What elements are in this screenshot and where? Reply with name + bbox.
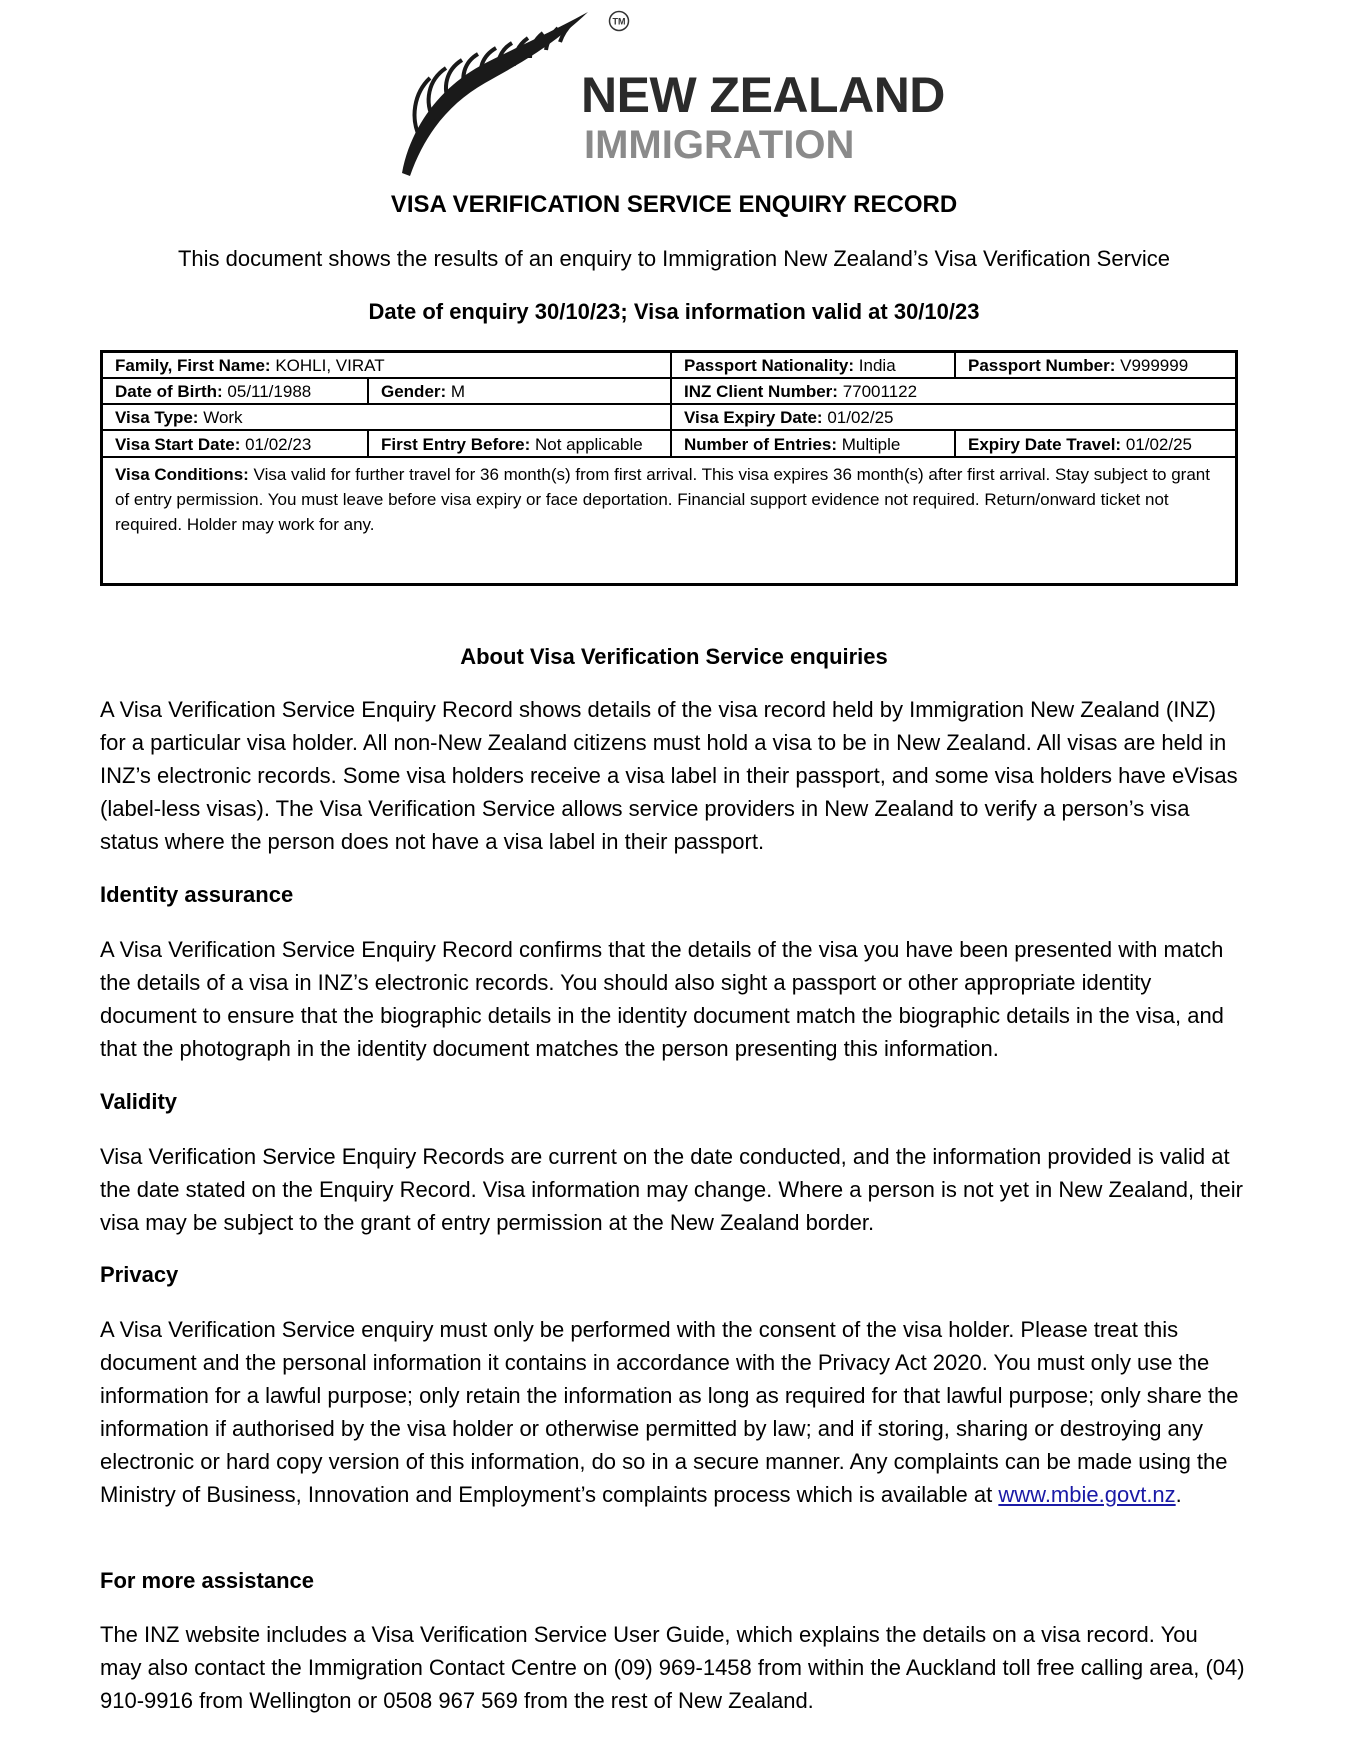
expiry-date-value: 01/02/25	[827, 408, 894, 427]
assistance-text: The INZ website includes a Visa Verification Service User Guide, which explains the details on a visa record. You may also contact the Immigration Contact Centre on (09) 969-1458 from within the Auckland toll free calling area, (04) 910-9916 from Wellington or 0508 967 569 from the rest of New Zealand.	[100, 1622, 1245, 1713]
visa-type-cell	[103, 405, 243, 429]
visa-record-table	[100, 350, 1238, 586]
dob-value: 05/11/1988	[227, 382, 312, 401]
first-entry-value: Not applicable	[534, 435, 643, 454]
gender-label: Gender:	[381, 382, 447, 401]
client-number-value: 77001122	[842, 382, 918, 401]
expiry-date-cell	[672, 405, 894, 429]
identity-heading: Identity assurance	[100, 882, 294, 907]
nationality-cell	[672, 353, 896, 377]
visa-type-label: Visa Type:	[115, 408, 199, 427]
privacy-end: .	[1175, 1482, 1182, 1507]
first-entry-label: First Entry Before:	[381, 435, 531, 454]
nationality-label: Passport Nationality:	[684, 356, 855, 375]
svg-text:TM: TM	[612, 16, 626, 27]
inz-logo	[400, 8, 960, 178]
travel-expiry-label: Expiry Date Travel:	[968, 435, 1122, 454]
page-subtitle: This document shows the results of an enquiry to Immigration New Zealand’s Visa Verification Service	[177, 246, 1171, 271]
first-entry-cell	[369, 432, 643, 456]
family-name-label: Family, First Name:	[115, 356, 271, 375]
start-date-value: 01/02/23	[245, 435, 312, 454]
nationality-value: India	[858, 356, 896, 375]
brand-subname: IMMIGRATION	[584, 123, 855, 167]
entries-value: Multiple	[841, 435, 901, 454]
visa-conditions-label: Visa Conditions:	[115, 465, 249, 484]
privacy-text	[100, 1313, 1245, 1511]
privacy-heading: Privacy	[100, 1262, 179, 1287]
silver-fern-icon	[400, 8, 600, 178]
enquiry-date: Date of enquiry 30/10/23; Visa information valid at 30/10/23	[368, 299, 980, 324]
validity-text: Visa Verification Service Enquiry Records are current on the date conducted, and the information provided is valid at the date stated on the Enquiry Record. Visa information may change. Where a person is not yet in New Zealand, their visa may be subject to the grant of entry permission at the New Zealand border.	[100, 1144, 1244, 1235]
passport-number-cell	[956, 353, 1188, 377]
passport-number-label: Passport Number:	[968, 356, 1116, 375]
identity-text: A Visa Verification Service Enquiry Record confirms that the details of the visa you have been presented with match the details of a visa in INZ’s electronic records. You should also sight a passport or other appropriate identity document to ensure that the biographic details in the identity document match the biographic details in the visa, and that the photograph in the identity document matches the person presenting this information.	[100, 937, 1224, 1061]
gender-cell	[369, 379, 465, 403]
entries-label: Number of Entries:	[684, 435, 838, 454]
travel-expiry-value: 01/02/25	[1125, 435, 1192, 454]
dob-cell	[103, 379, 311, 403]
about-heading: About Visa Verification Service enquiries	[460, 644, 888, 669]
visa-conditions-value: Visa valid for further travel for 36 month(s) from first arrival. This visa expires 36 month(s) after first arrival. Stay subject to grant of entry permission. You must leave before visa expiry or face deportation. Financial support evidence not required. Return/onward ticket not required. Holder may work for any.	[115, 465, 1210, 534]
mbie-link[interactable]: www.mbie.govt.nz	[998, 1482, 1176, 1507]
dob-label: Date of Birth:	[115, 382, 223, 401]
visa-type-value: Work	[203, 408, 243, 427]
client-number-label: INZ Client Number:	[684, 382, 838, 401]
entries-cell	[672, 432, 900, 456]
family-name-value: KOHLI, VIRAT	[275, 356, 385, 375]
family-name-cell	[103, 353, 385, 377]
gender-value: M	[450, 382, 466, 401]
trademark-icon	[608, 10, 630, 32]
start-date-label: Visa Start Date:	[115, 435, 241, 454]
travel-expiry-cell	[956, 432, 1192, 456]
expiry-date-label: Visa Expiry Date:	[684, 408, 823, 427]
privacy-body: A Visa Verification Service enquiry must only be performed with the consent of the visa holder. Please treat this document and the personal information it contains in accordance with the Privacy Act 2020. You must only use the information for a lawful purpose; only retain the information as long as required for that lawful purpose; only share the information if authorised by the visa holder or otherwise permitted by law; and if storing, sharing or destroying any electronic or hard copy version of this information, do so in a secure manner. Any complaints can be made using the Ministry of Business, Innovation and Employment’s complaints process which is available at	[100, 1317, 1239, 1507]
page-title: VISA VERIFICATION SERVICE ENQUIRY RECORD	[390, 191, 958, 218]
assistance-heading: For more assistance	[100, 1568, 314, 1593]
start-date-cell	[103, 432, 311, 456]
brand-name: NEW ZEALAND	[581, 67, 945, 123]
validity-heading: Validity	[100, 1089, 178, 1114]
visa-conditions	[115, 462, 1215, 537]
passport-number-value: V999999	[1120, 356, 1189, 375]
about-intro: A Visa Verification Service Enquiry Record shows details of the visa record held by Immigration New Zealand (INZ) for a particular visa holder. All non-New Zealand citizens must hold a visa to be in New Zealand. All visas are held in INZ’s electronic records. Some visa holders receive a visa label in their passport, and some visa holders have eVisas (label-less visas). The Visa Verification Service allows service providers in New Zealand to verify a person’s visa status where the person does not have a visa label in their passport.	[100, 697, 1238, 854]
client-number-cell	[672, 379, 917, 403]
